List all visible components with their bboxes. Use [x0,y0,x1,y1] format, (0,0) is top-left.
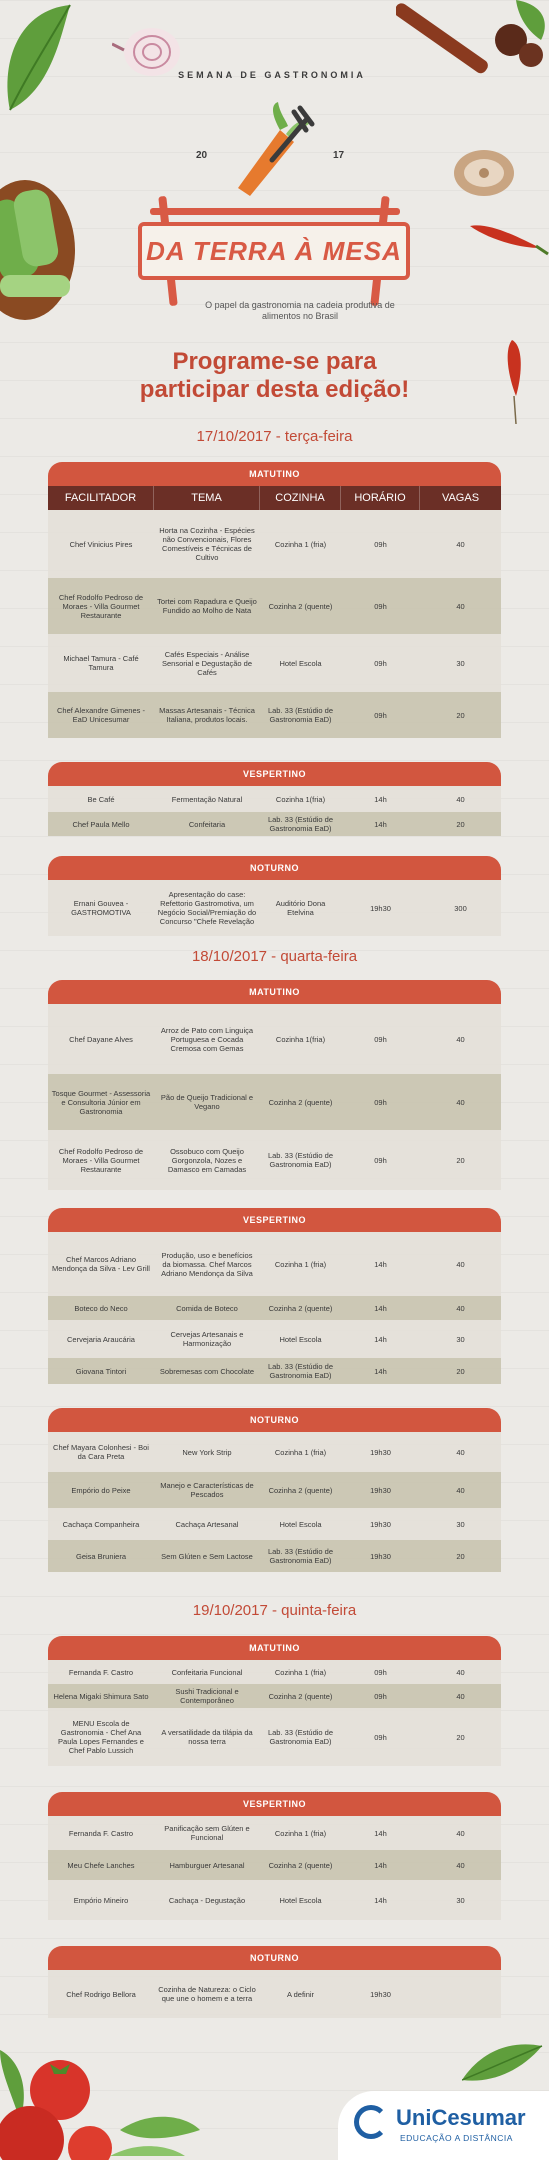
table-row [48,1708,501,1766]
cell-seats: 40 [456,1303,465,1313]
unicesumar-logo [338,2091,549,2160]
table-row [48,1296,501,1320]
cell-facilitator: Empório Mineiro [73,1895,129,1905]
event-tagline: O papel da gastronomia na cadeia produtiva de alimentos no Brasil [205,300,395,321]
day-label-3: 19/10/2017 - quinta-feira [192,1602,357,1619]
cell-theme: Cachaça - Degustação [168,1895,246,1905]
cell-theme: New York Strip [182,1447,232,1457]
cell-facilitator: Fernanda F. Castro [68,1828,134,1838]
cell-facilitator: Cachaça Companheira [62,1519,140,1529]
cell-facilitator: Boteco do Neco [74,1303,128,1313]
cell-theme: Cervejas Artesanais e Harmonização [170,1330,244,1348]
cell-facilitator: Chef Alexandre Gimenes - EaD Unicesumar [57,706,145,724]
cell-time: 14h [374,1828,387,1838]
cell-time: 09h [374,539,387,549]
cell-facilitator: Chef Paula Mello [72,819,130,829]
cell-facilitator: Helena Migaki Shimura Sato [53,1691,149,1701]
table-row [48,1508,501,1540]
cell-seats: 30 [456,1519,465,1529]
table-row [48,1684,501,1708]
cell-facilitator: Tosque Gourmet - Assessoria e Consultoria Júnior em Gastronomia [51,1088,151,1116]
cell-theme: Ossobuco com Queijo Gorgonzola, Nozes e Damasco em Camadas [167,1146,247,1174]
cell-time: 19h30 [370,903,391,913]
headline [0,348,549,404]
cell-seats: 20 [456,1732,465,1742]
event-title: DA TERRA À MESA [146,236,402,266]
cell-seats: 40 [456,1097,465,1107]
cell-seats: 40 [456,1667,465,1677]
cell-kitchen: Lab. 33 (Estúdio de Gastronomia EaD) [267,1151,334,1169]
cell-theme: A versatilidade da tilápia da nossa terra [161,1728,253,1746]
cell-facilitator: Chef Marcos Adriano Mendonça da Silva - Lev Grill [52,1255,150,1273]
cell-time: 09h [374,1667,387,1677]
cell-theme: Manejo e Características de Pescados [160,1481,254,1499]
cell-facilitator: Chef Rodrigo Bellora [66,1989,136,1999]
period-title: NOTURNO [48,1408,501,1432]
table-row [48,1232,501,1296]
period-title: MATUTINO [48,1636,501,1660]
column-header: HORÁRIO [341,486,420,510]
cell-theme: Hamburguer Artesanal [169,1860,245,1870]
table-row [48,1816,501,1850]
cell-seats: 20 [456,710,465,720]
cell-facilitator: Chef Dayane Alves [69,1034,133,1044]
cell-seats: 40 [456,1860,465,1870]
cell-time: 09h [374,1732,387,1742]
cell-facilitator: Giovana Tintori [75,1366,127,1376]
tomato-icon [0,2030,200,2160]
cell-kitchen: Cozinha 2 (quente) [268,1485,333,1495]
cell-kitchen: Lab. 33 (Estúdio de Gastronomia EaD) [267,706,334,724]
table-row [48,1660,501,1684]
table-row [48,1970,501,2018]
cell-kitchen: Cozinha 1 (fria) [274,1667,327,1677]
year-left: 20 [196,150,208,161]
column-header: COZINHA [260,486,341,510]
cell-kitchen: Lab. 33 (Estúdio de Gastronomia EaD) [267,1362,334,1380]
table-row [48,880,501,936]
column-header: TEMA [154,486,260,510]
cell-facilitator: Be Café [87,794,115,804]
cell-seats: 300 [454,903,467,913]
cell-seats: 40 [456,1485,465,1495]
cell-kitchen: Cozinha 1 (fria) [274,539,327,549]
cell-seats: 30 [456,658,465,668]
cell-time: 09h [374,658,387,668]
table-row [48,1320,501,1358]
table-row [48,1880,501,1920]
cell-time: 19h30 [370,1519,391,1529]
schedule-d2-matutino [48,980,501,1190]
schedule-d3-matutino [48,1636,501,1766]
schedule-d2-noturno [48,1408,501,1572]
cell-theme: Arroz de Pato com Linguiça Portuguesa e Cocada Cremosa com Gemas [160,1025,254,1053]
period-title: VESPERTINO [48,1792,501,1816]
cell-theme: Pão de Queijo Tradicional e Vegano [160,1093,254,1111]
cell-kitchen: Cozinha 2 (quente) [268,1097,333,1107]
cell-theme: Cozinha de Natureza: o Ciclo que une o homem e a terra [158,1985,256,2003]
cell-kitchen: Cozinha 2 (quente) [268,601,333,611]
carrot-fork-icon [220,100,320,200]
table-row [48,1074,501,1130]
cell-time: 14h [374,1303,387,1313]
cell-theme: Horta na Cozinha - Espécies não Convencionais, Flores Comestíveis e Técnicas de Cultivo [159,526,255,562]
table-row [48,1850,501,1880]
column-header: FACILITADOR [48,486,154,510]
cell-kitchen: Cozinha 1(fria) [275,794,326,804]
cell-seats: 40 [456,1259,465,1269]
cell-kitchen: Hotel Escola [279,1519,322,1529]
period-title: VESPERTINO [48,1208,501,1232]
cell-theme: Confeitaria Funcional [171,1667,243,1677]
cell-theme: Cafés Especiais - Análise Sensorial e Degustação de Cafés [161,649,253,677]
brand-name: UniCesumar [396,2105,526,2130]
cell-kitchen: Lab. 33 (Estúdio de Gastronomia EaD) [267,815,334,833]
column-header-row [48,486,501,510]
period-title: VESPERTINO [48,762,501,786]
cell-time: 19h30 [370,1551,391,1561]
table-row [48,786,501,812]
cell-kitchen: Lab. 33 (Estúdio de Gastronomia EaD) [267,1728,334,1746]
cell-seats: 40 [456,601,465,611]
cell-facilitator: Fernanda F. Castro [68,1667,134,1677]
period-title: NOTURNO [48,1946,501,1970]
brand-subtitle: EDUCAÇÃO A DISTÂNCIA [400,2133,513,2143]
cell-time: 19h30 [370,1485,391,1495]
cell-facilitator: Cervejaria Araucária [67,1334,135,1344]
cell-seats: 40 [456,539,465,549]
cell-kitchen: Hotel Escola [279,658,322,668]
cell-kitchen: Hotel Escola [279,1895,322,1905]
cell-time: 14h [374,1895,387,1905]
day-label-1: 17/10/2017 - terça-feira [196,428,353,445]
cell-time: 19h30 [370,1447,391,1457]
cell-kitchen: Cozinha 1(fria) [275,1034,326,1044]
table-row [48,1358,501,1384]
cell-theme: Sobremesas com Chocolate [159,1366,255,1376]
cell-seats: 40 [456,794,465,804]
cell-time: 09h [374,1691,387,1701]
schedule-d1-vespertino [48,762,501,836]
cell-theme: Massas Artesanais - Técnica Italiana, produtos locais. [159,706,255,724]
cell-theme: Sushi Tradicional e Contemporâneo [175,1687,239,1705]
cell-theme: Produção, uso e benefícios da biomassa. Chef Marcos Adriano Mendonça da Silva [161,1250,253,1278]
headline-line-2: participar desta edição! [139,376,410,403]
cell-kitchen: Cozinha 1 (fria) [274,1259,327,1269]
cell-facilitator: Ernani Gouvea - GASTROMOTIVA [71,899,131,917]
year-right: 17 [333,150,345,161]
cell-time: 19h30 [370,1989,391,1999]
period-title: NOTURNO [48,856,501,880]
cell-seats: 20 [456,1551,465,1561]
period-title: MATUTINO [48,980,501,1004]
table-row [48,510,501,578]
cell-time: 09h [374,1155,387,1165]
cell-time: 09h [374,710,387,720]
cell-theme: Cachaça Artesanal [175,1519,239,1529]
cell-theme: Comida de Boteco [176,1303,238,1313]
cell-kitchen: Cozinha 2 (quente) [268,1303,333,1313]
cell-time: 14h [374,1366,387,1376]
table-row [48,812,501,836]
cell-seats: 40 [456,1691,465,1701]
table-row [48,692,501,738]
cell-kitchen: Cozinha 2 (quente) [268,1691,333,1701]
cell-time: 09h [374,1034,387,1044]
cell-theme: Confeitaria [188,819,226,829]
cell-kitchen: Lab. 33 (Estúdio de Gastronomia EaD) [267,1547,334,1565]
cell-seats: 40 [456,1447,465,1457]
table-row [48,1004,501,1074]
cell-seats: 30 [456,1895,465,1905]
cell-kitchen: Auditório Dona Etelvina [275,899,326,917]
day-label-2: 18/10/2017 - quarta-feira [191,948,358,965]
cell-seats: 40 [456,1828,465,1838]
cell-seats: 20 [456,819,465,829]
cell-kitchen: Hotel Escola [279,1334,322,1344]
cell-time: 14h [374,1860,387,1870]
cell-theme: Sem Glúten e Sem Lactose [161,1551,253,1561]
cell-facilitator: Empório do Peixe [71,1485,131,1495]
cell-theme: Apresentação do case: Refettorio Gastromotiva, um Negócio Social/Premiação do Concurso "Chefe Revelação [157,890,257,926]
cell-facilitator: Chef Vinicius Pires [69,539,133,549]
schedule-d2-vespertino [48,1208,501,1384]
headline-line-1: Programe-se para [172,348,377,375]
table-row [48,634,501,692]
cell-facilitator: Chef Mayara Colonhesi - Boi da Cara Preta [53,1443,149,1461]
period-title: MATUTINO [48,462,501,486]
cell-time: 14h [374,1334,387,1344]
schedule-d1-noturno [48,856,501,936]
cell-time: 09h [374,601,387,611]
cell-kitchen: Cozinha 1 (fria) [274,1828,327,1838]
cell-seats: 20 [456,1366,465,1376]
cell-time: 14h [374,1259,387,1269]
column-header: VAGAS [441,492,480,504]
schedule-d3-vespertino [48,1792,501,1920]
schedule-d3-noturno [48,1946,501,2018]
cell-facilitator: Geisa Bruniera [75,1551,127,1561]
cell-facilitator: Michael Tamura - Café Tamura [63,654,139,672]
cell-kitchen: Cozinha 2 (quente) [268,1860,333,1870]
basil-leaf-icon [462,2040,549,2090]
event-header [0,0,549,420]
table-row [48,578,501,634]
table-row [48,1432,501,1472]
event-subtitle-arc: SEMANA DE GASTRONOMIA [178,70,366,80]
unicesumar-logo-icon [354,2105,388,2139]
cell-theme: Fermentação Natural [171,794,243,804]
table-row [48,1472,501,1508]
cell-seats: 20 [456,1155,465,1165]
cell-time: 09h [374,1097,387,1107]
cell-time: 14h [374,819,387,829]
cell-facilitator: Meu Chefe Lanches [67,1860,135,1870]
schedule-d1-matutino [48,462,501,738]
table-row [48,1130,501,1190]
cell-facilitator: Chef Rodolfo Pedroso de Moraes - Villa Gourmet Restaurante [58,1146,144,1174]
table-row [48,1540,501,1572]
event-sign [138,222,410,280]
cell-kitchen: A definir [286,1989,315,1999]
sign-beam [150,208,400,215]
cell-facilitator: MENU Escola de Gastronomia - Chef Ana Paula Lopes Fernandes e Chef Pablo Lussich [58,1719,144,1755]
cell-facilitator: Chef Rodolfo Pedroso de Moraes - Villa Gourmet Restaurante [58,592,144,620]
cell-theme: Tortei com Rapadura e Queijo Fundido ao Molho de Nata [157,597,257,615]
cell-kitchen: Cozinha 1 (fria) [274,1447,327,1457]
cell-theme: Panificação sem Glúten e Funcional [164,1824,250,1842]
cell-seats: 30 [456,1334,465,1344]
cell-seats: 40 [456,1034,465,1044]
cell-time: 14h [374,794,387,804]
